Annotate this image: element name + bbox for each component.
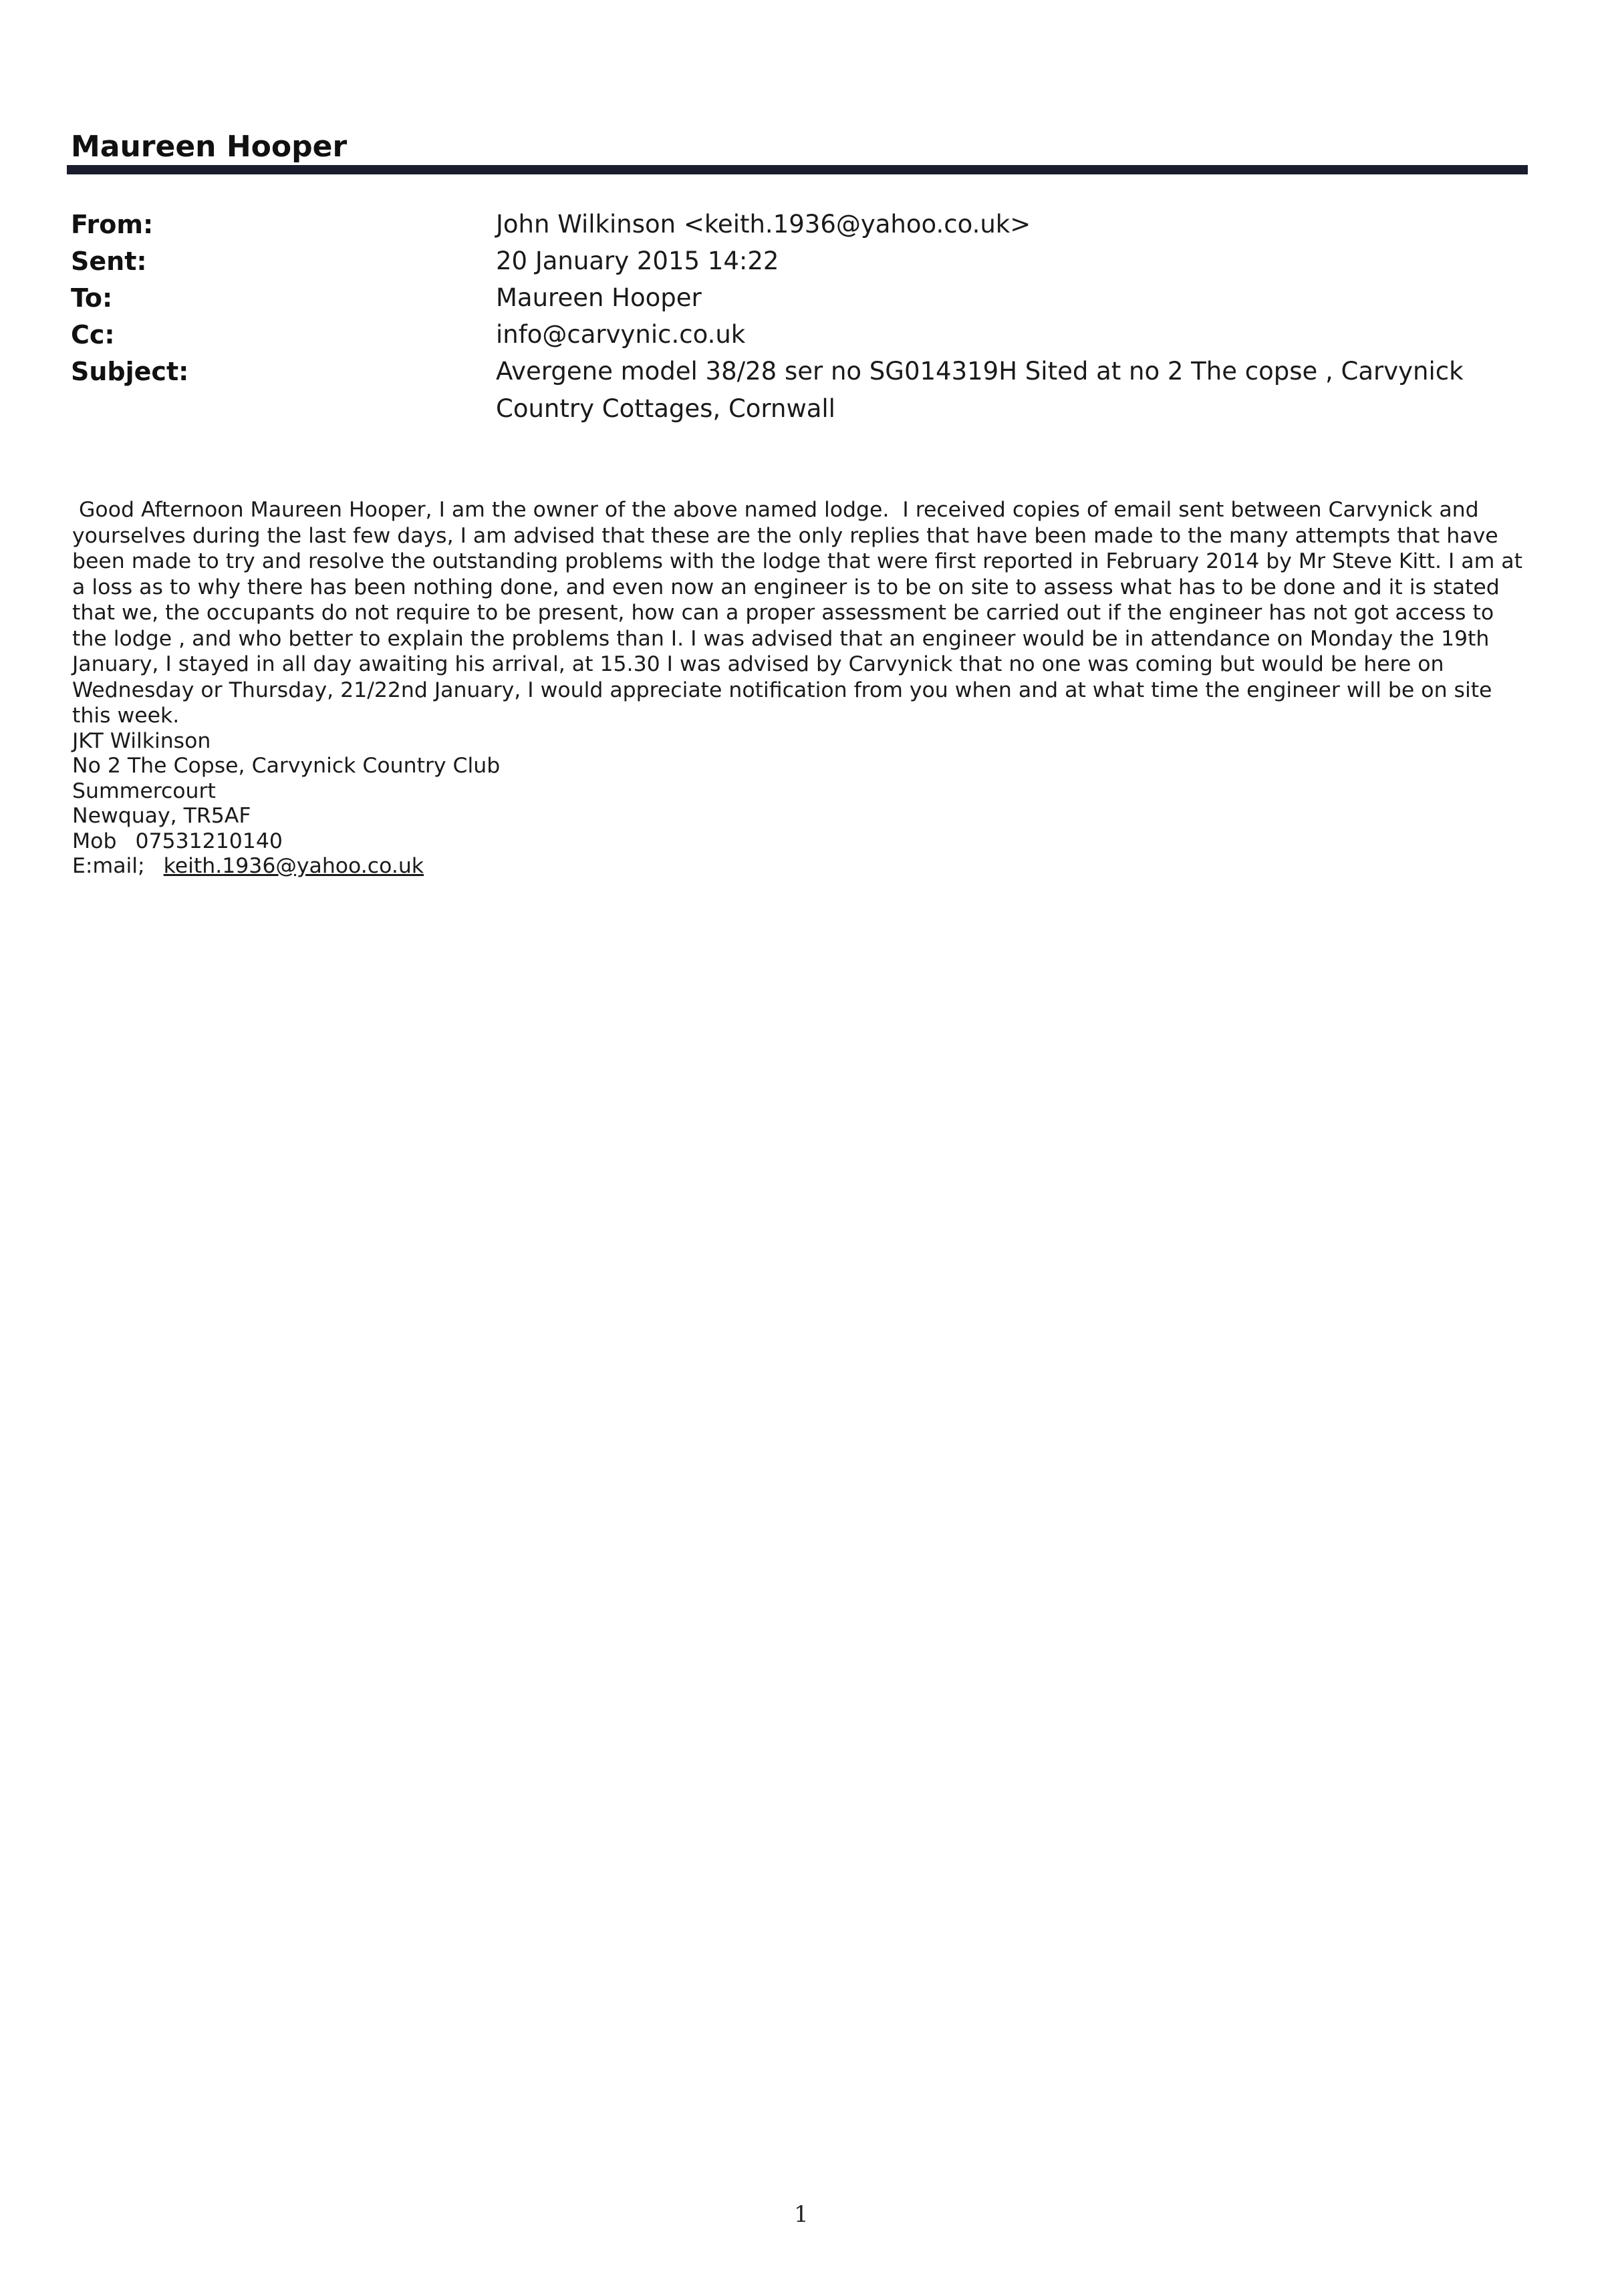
mobile-number: 07531210140 [135, 829, 283, 853]
to-label: To: [71, 283, 113, 313]
subject-label: Subject: [71, 357, 189, 386]
email-label: E:mail; [72, 854, 145, 878]
sent-value: 20 January 2015 14:22 [496, 247, 779, 275]
email-body [72, 497, 1529, 879]
email-link[interactable]: keith.1936@yahoo.co.uk [163, 854, 424, 878]
signature-address-line-3: Newquay, TR5AF [72, 804, 251, 828]
signature-address-line-2: Summercourt [72, 778, 216, 803]
signature-mobile [72, 829, 1529, 855]
cc-label: Cc: [71, 320, 115, 349]
mailbox-owner-name: Maureen Hooper [71, 130, 348, 164]
to-value: Maureen Hooper [496, 283, 702, 312]
signature-email [72, 854, 1529, 879]
subject-value: Avergene model 38/28 ser no SG014319H Sited at no 2 The copse , Carvynick Country Cottages, Cornwall [496, 357, 1464, 423]
cc-value: info@carvynic.co.uk [496, 320, 746, 349]
signature-name: JKT Wilkinson [72, 728, 211, 753]
from-value: John Wilkinson <keith.1936@yahoo.co.uk> [496, 210, 1031, 239]
page-number: 1 [794, 2201, 809, 2228]
header-divider [67, 165, 1528, 174]
signature-address-line-1: No 2 The Copse, Carvynick Country Club [72, 754, 501, 778]
from-label: From: [71, 210, 154, 239]
sent-label: Sent: [71, 247, 147, 276]
body-paragraph: Good Afternoon Maureen Hooper, I am the owner of the above named lodge. I received copies of email sent between Carvynick and yourselves during the last few days, I am advised that these are the only replies that have been made to the many attempts that have been made to try and resolve the outstanding problems with the lodge that were first reported in February 2014 by Mr Steve Kitt. I am at a loss as to why there has been nothing done, and even now an engineer is to be on site to assess what has to be done and it is stated that we, the occupants do not require to be present, how can a proper assessment be carried out if the engineer has not got access to the lodge , and who better to explain the problems than I. I was advised that an engineer would be in attendance on Monday the 19th January, I stayed in all day awaiting his arrival, at 15.30 I was advised by Carvynick that no one was coming but would be here on Wednesday or Thursday, 21/22nd January, I would appreciate notification from you when and at what time the engineer will be on site this week. [72, 498, 1529, 728]
mobile-label: Mob [72, 829, 117, 853]
